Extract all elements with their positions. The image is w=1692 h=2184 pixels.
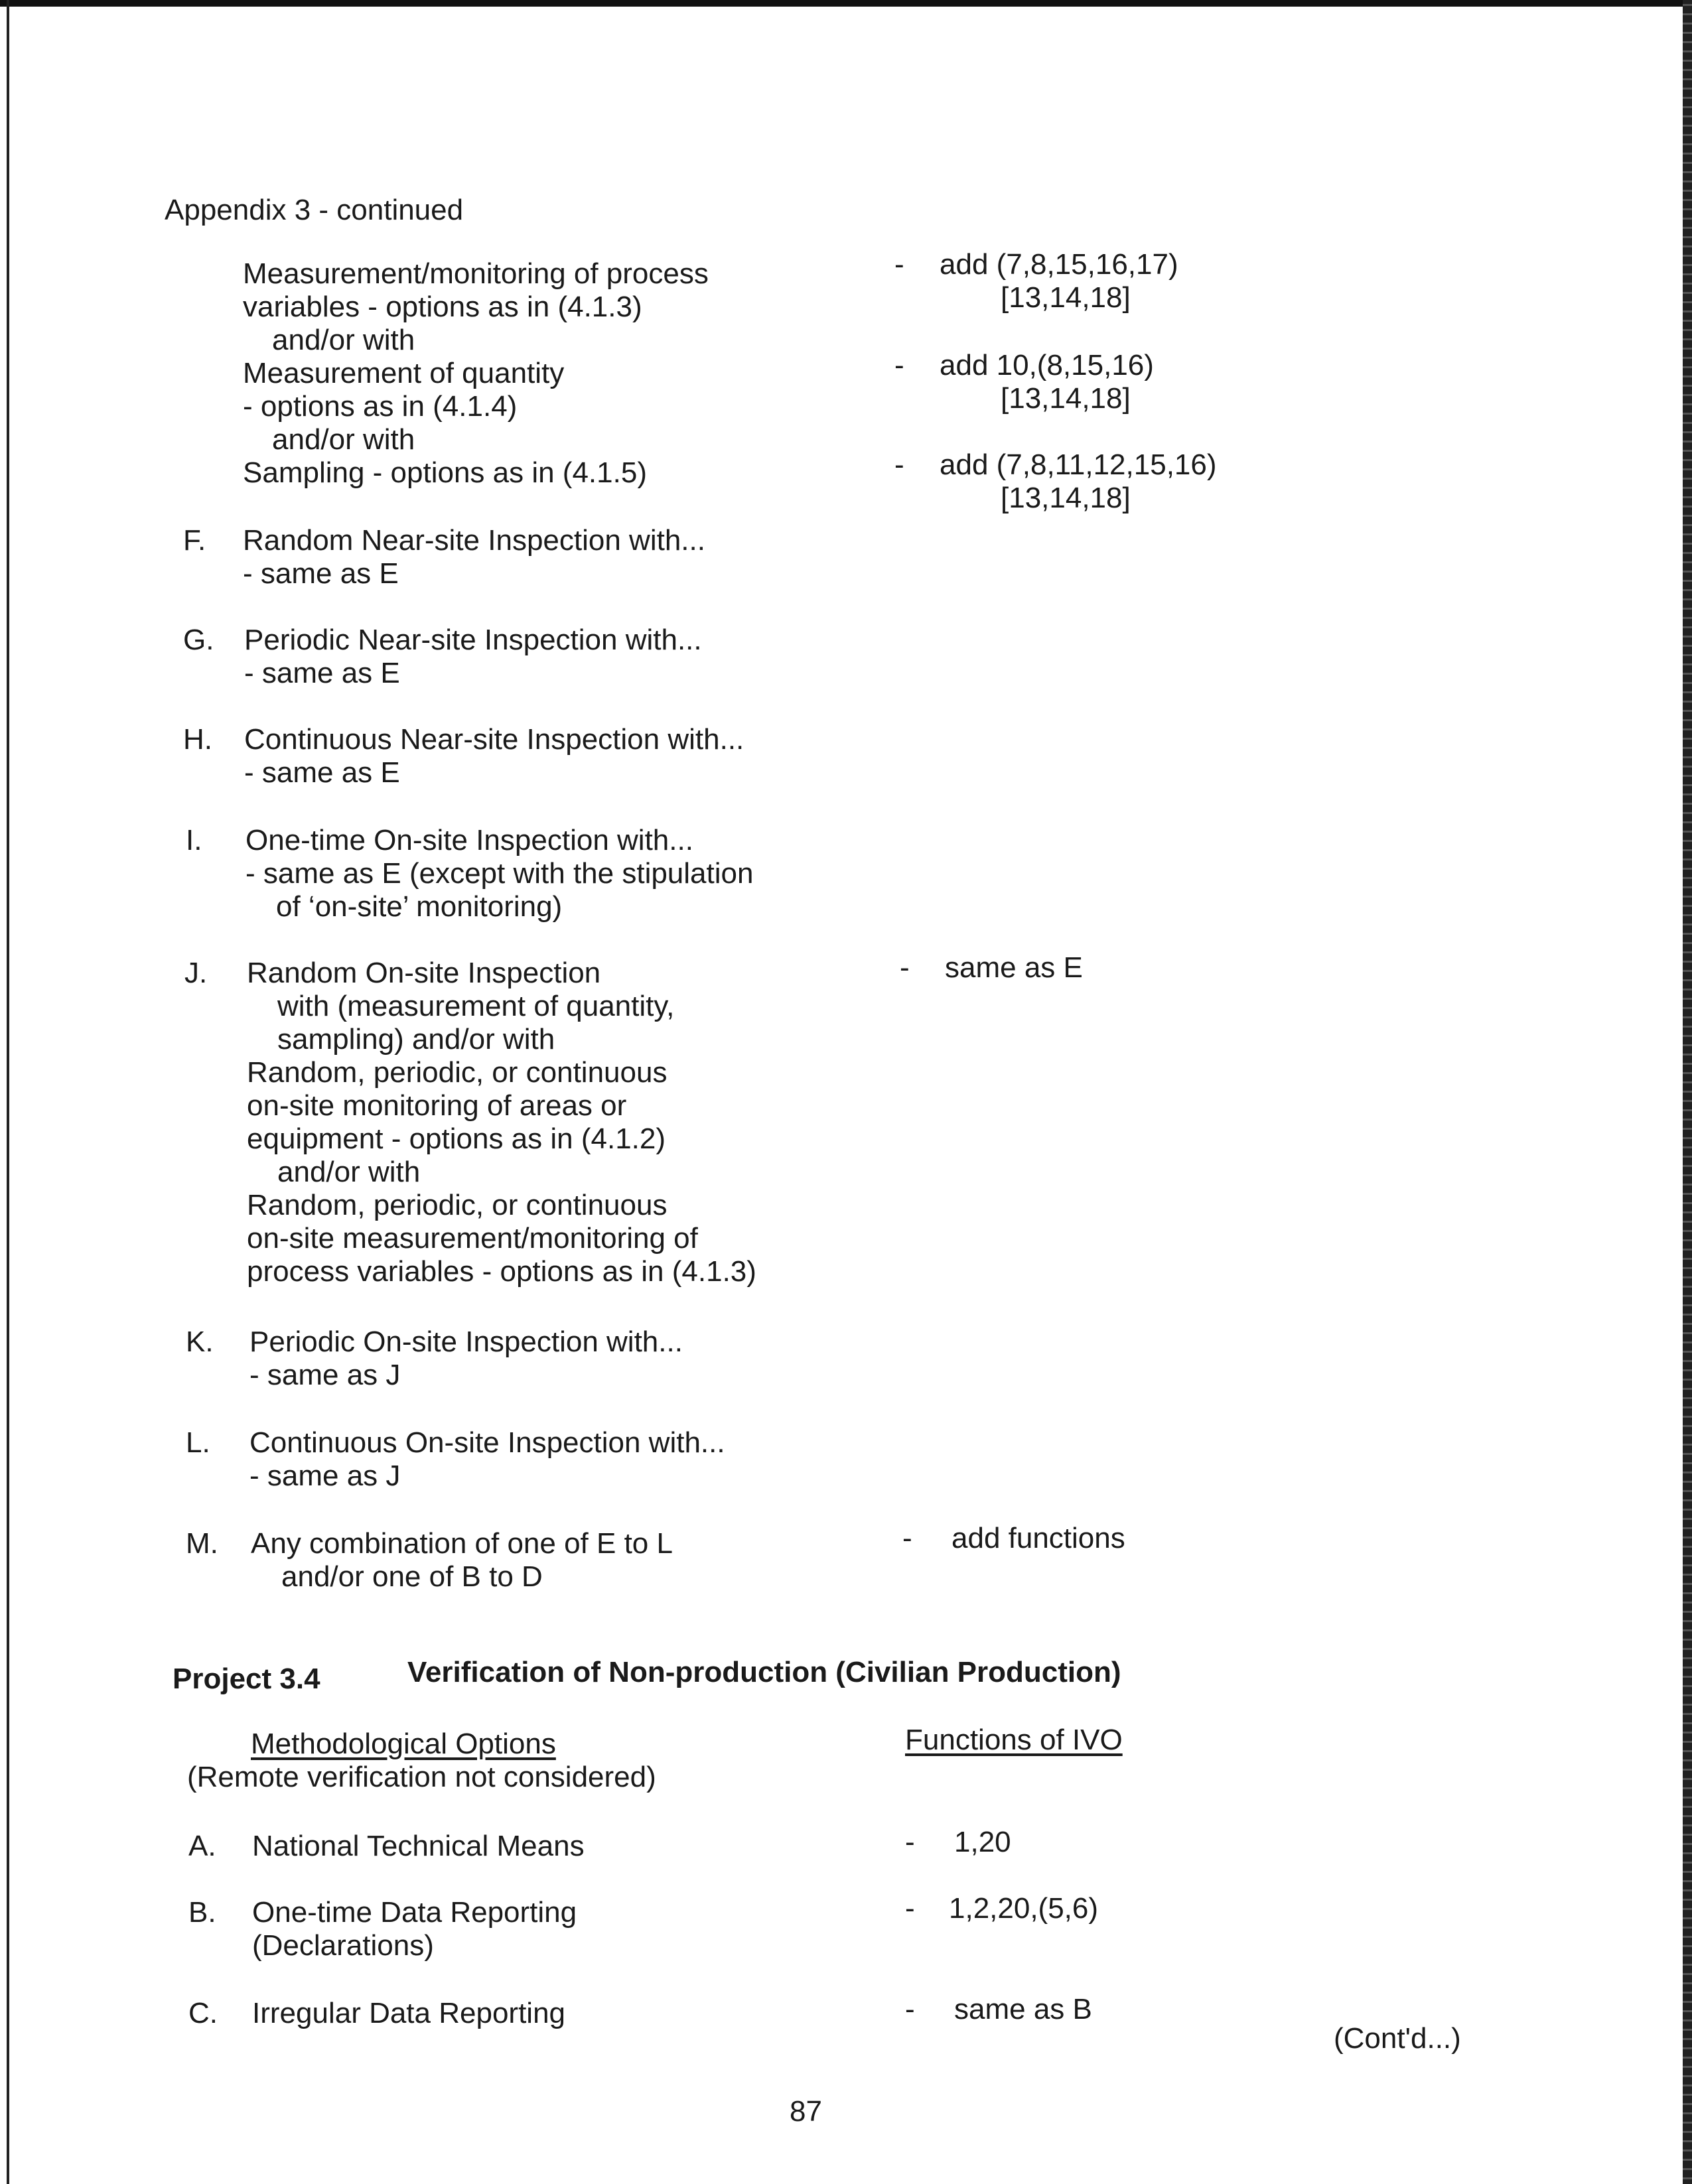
col-remote-note: (Remote verification not considered) (187, 1761, 656, 1793)
item-k-letter: K. (186, 1326, 214, 1358)
row-b-letter: B. (188, 1896, 216, 1929)
item-j-line-2: with (measurement of quantity, (277, 990, 675, 1022)
e-line-5: - options as in (4.1.4) (243, 390, 518, 423)
page-number: 87 (790, 2095, 822, 2128)
e-right-dash-1: - (894, 248, 904, 281)
item-f-line-1: Random Near-site Inspection with... (243, 524, 705, 557)
project-title: Verification of Non-production (Civilian Production) (407, 1656, 1121, 1688)
item-j-line-1: Random On-site Inspection (247, 957, 601, 989)
e-line-2: variables - options as in (4.1.3) (243, 291, 642, 323)
row-b-value: 1,2,20,(5,6) (949, 1892, 1099, 1925)
e-right-dash-2: - (894, 349, 904, 381)
item-m-right: add functions (952, 1522, 1125, 1554)
e-right-value-3: add (7,8,11,12,15,16) (940, 448, 1217, 481)
row-b-dash: - (905, 1892, 915, 1925)
row-b-line-1: One-time Data Reporting (252, 1896, 577, 1929)
row-a-letter: A. (188, 1830, 216, 1862)
item-l-line-1: Continuous On-site Inspection with... (249, 1426, 725, 1459)
item-i-letter: I. (186, 824, 202, 856)
item-j-line-5: on-site monitoring of areas or (247, 1089, 627, 1122)
item-h-line-2: - same as E (244, 756, 400, 789)
e-line-7: Sampling - options as in (4.1.5) (243, 456, 647, 489)
item-j-line-7: and/or with (277, 1156, 421, 1188)
row-c-letter: C. (188, 1997, 218, 2029)
row-c-line-1: Irregular Data Reporting (252, 1997, 566, 2029)
item-j-line-6: equipment - options as in (4.1.2) (247, 1123, 666, 1155)
item-j-line-3: sampling) and/or with (277, 1023, 555, 1056)
item-f-line-2: - same as E (243, 557, 399, 590)
e-right-value-2: add 10,(8,15,16) (940, 349, 1154, 381)
scan-border-right (1683, 0, 1692, 2184)
appendix-header: Appendix 3 - continued (165, 194, 464, 226)
item-i-line-1: One-time On-site Inspection with... (246, 824, 693, 856)
continued-note: (Cont'd...) (1334, 2022, 1461, 2055)
e-line-1: Measurement/monitoring of process (243, 257, 709, 290)
item-i-line-2: - same as E (except with the stipulation (246, 857, 754, 890)
e-line-3: and/or with (272, 324, 415, 356)
item-k-line-1: Periodic On-site Inspection with... (249, 1326, 683, 1358)
scan-border-top (0, 0, 1692, 7)
item-j-line-10: process variables - options as in (4.1.3) (247, 1255, 756, 1288)
item-j-letter: J. (184, 957, 208, 989)
item-j-right: same as E (945, 951, 1083, 984)
e-right-value-1: add (7,8,15,16,17) (940, 248, 1178, 281)
item-m-letter: M. (186, 1527, 218, 1560)
col-functions-of-ivo: Functions of IVO (905, 1724, 1123, 1756)
item-j-line-4: Random, periodic, or continuous (247, 1056, 668, 1089)
e-right-sub-2: [13,14,18] (1001, 382, 1131, 415)
e-right-dash-3: - (894, 448, 904, 481)
e-line-6: and/or with (272, 423, 415, 456)
item-f-letter: F. (183, 524, 206, 557)
row-a-dash: - (905, 1826, 915, 1858)
item-k-line-2: - same as J (249, 1359, 401, 1391)
item-g-letter: G. (183, 624, 214, 656)
row-a-value: 1,20 (954, 1826, 1011, 1858)
item-m-line-2: and/or one of B to D (281, 1560, 543, 1593)
item-l-line-2: - same as J (249, 1460, 401, 1492)
e-line-4: Measurement of quantity (243, 357, 565, 389)
e-right-sub-3: [13,14,18] (1001, 482, 1131, 514)
item-h-letter: H. (183, 723, 212, 756)
row-a-line-1: National Technical Means (252, 1830, 585, 1862)
item-i-line-3: of ‘on-site’ monitoring) (276, 890, 563, 923)
item-m-right-dash: - (902, 1522, 912, 1554)
e-right-sub-1: [13,14,18] (1001, 281, 1131, 314)
item-g-line-1: Periodic Near-site Inspection with... (244, 624, 702, 656)
row-c-value: same as B (954, 1993, 1092, 2025)
item-j-line-8: Random, periodic, or continuous (247, 1189, 668, 1221)
item-g-line-2: - same as E (244, 657, 400, 689)
item-m-line-1: Any combination of one of E to L (251, 1527, 673, 1560)
item-j-line-9: on-site measurement/monitoring of (247, 1222, 698, 1255)
item-h-line-1: Continuous Near-site Inspection with... (244, 723, 744, 756)
scan-border-left (7, 0, 9, 2184)
item-l-letter: L. (186, 1426, 210, 1459)
project-number: Project 3.4 (173, 1663, 320, 1695)
row-b-line-2: (Declarations) (252, 1929, 434, 1962)
row-c-dash: - (905, 1993, 915, 2025)
col-methodological-options: Methodological Options (251, 1728, 556, 1760)
item-j-right-dash: - (900, 951, 910, 984)
